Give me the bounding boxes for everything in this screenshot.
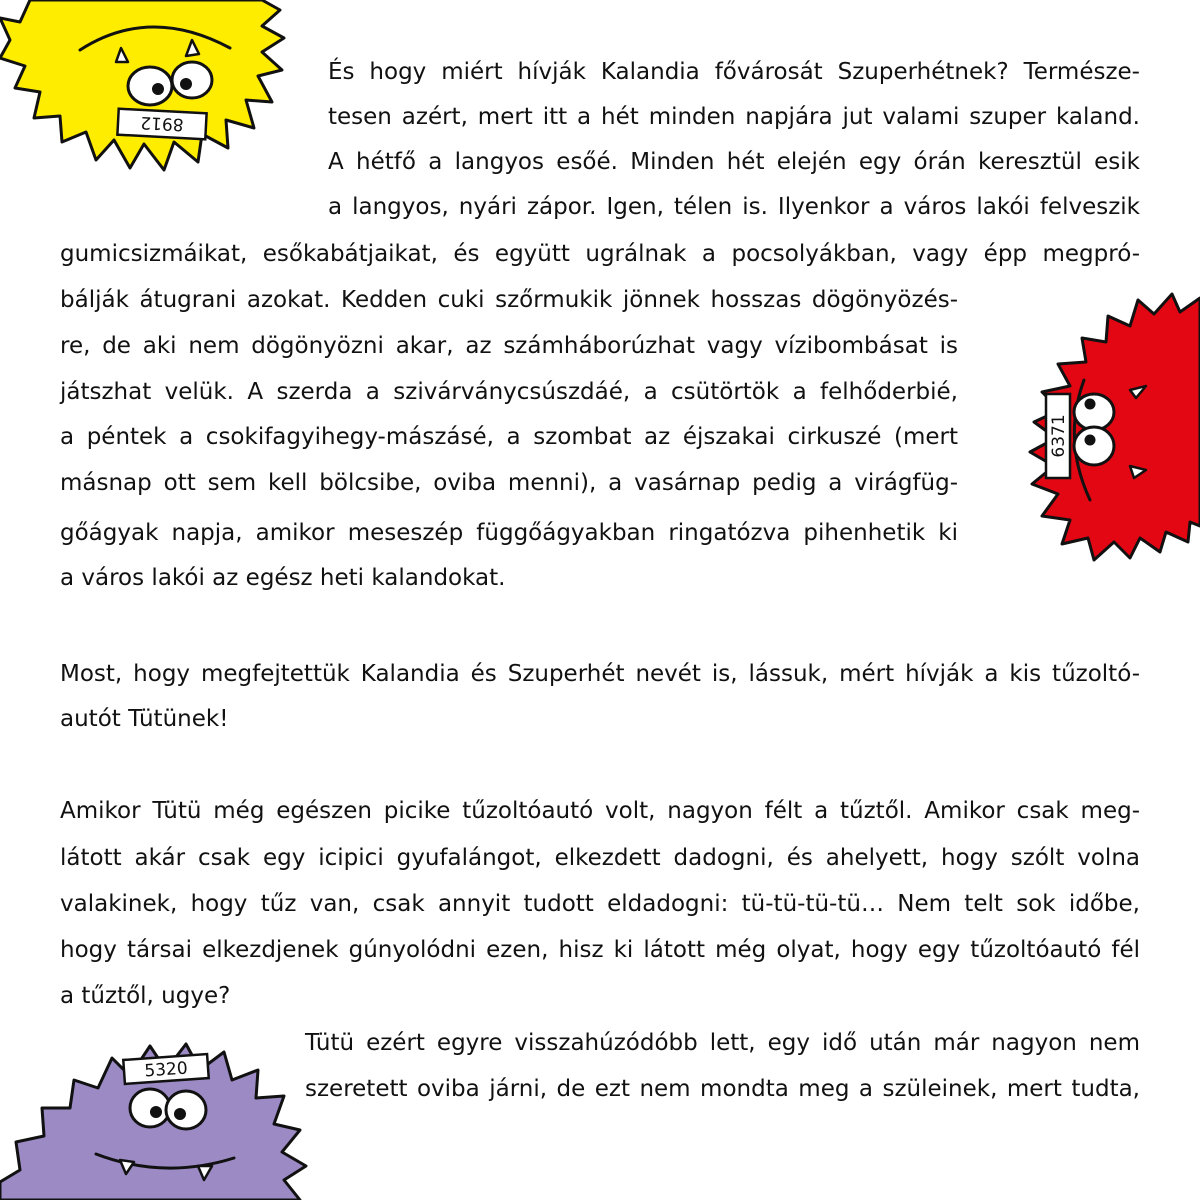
text-line-19: a tűztől, ugye? xyxy=(60,983,231,1009)
text-line-16: látott akár csak egy icipici gyufalángot, elkezdett dadogni, és ahelyett, hogy szólt volna xyxy=(60,845,1140,871)
text-line-13: Most, hogy megfejtettük Kalandia és Szuperhét nevét is, lássuk, mért hívják a kis tűzoltó- xyxy=(60,661,1140,687)
text-line-8: játszhat velük. A szerda a szivárványcsúszdáé, a csütörtök a felhőderbié, xyxy=(60,379,958,405)
text-line-18: hogy társai elkezdjenek gúnyolódni ezen, hisz ki látott még olyat, hogy egy tűzoltóautó fél xyxy=(60,937,1140,963)
text-line-5: gumicsizmáikat, esőkabátjaikat, és együtt ugrálnak a pocsolyákban, vagy épp megpró- xyxy=(60,241,1140,267)
text-line-7: re, de aki nem dögönyözni akar, az számháborúzhat vagy vízibombásat is xyxy=(60,333,958,359)
text-line-15: Amikor Tütü még egészen picike tűzoltóautó volt, nagyon félt a tűztől. Amikor csak meg- xyxy=(60,798,1140,824)
text-line-20: Tütü ezért egyre visszahúzódóbb lett, egy idő után már nagyon nem xyxy=(305,1030,1140,1056)
text-line-10: másnap ott sem kell bölcsibe, oviba menni), a vasárnap pedig a virágfüg- xyxy=(60,470,958,496)
text-line-11: gőágyak napja, amikor meseszép függőágyakban ringatózva pihenhetik ki xyxy=(60,520,958,546)
yellow-monster-number: 8912 xyxy=(139,111,185,135)
text-line-17: valakinek, hogy tűz van, csak annyit tudott eldadogni: tü-tü-tü-tü… Nem telt sok időbe, xyxy=(60,891,1140,917)
text-line-3: A hétfő a langyos esőé. Minden hét elején egy órán keresztül esik xyxy=(328,149,1140,175)
text-line-9: a péntek a csokifagyihegy-mászásé, a szombat az éjszakai cirkuszé (mert xyxy=(60,424,958,450)
red-monster-number: 6371 xyxy=(1049,414,1069,458)
text-line-12: a város lakói az egész heti kalandokat. xyxy=(60,565,506,591)
text-line-21: szeretett oviba járni, de ezt nem mondta meg a szüleinek, mert tudta, xyxy=(305,1076,1140,1102)
text-line-4: a langyos, nyári zápor. Igen, télen is. Ilyenkor a város lakói felveszik xyxy=(328,194,1140,220)
text-line-2: tesen azért, mert itt a hét minden napjára jut valami szuper kaland. xyxy=(328,104,1140,130)
purple-monster-number: 5320 xyxy=(143,1058,189,1082)
text-line-6: bálják átugrani azokat. Kedden cuki szőrmukik jönnek hosszas dögönyözés- xyxy=(60,287,958,313)
text-line-14: autót Tütünek! xyxy=(60,706,229,732)
red-monster-illustration xyxy=(990,290,1200,560)
purple-monster-illustration xyxy=(0,1030,310,1200)
yellow-monster-illustration xyxy=(0,0,320,190)
text-line-1: És hogy miért hívják Kalandia fővárosát Szuperhétnek? Természe- xyxy=(328,59,1140,85)
